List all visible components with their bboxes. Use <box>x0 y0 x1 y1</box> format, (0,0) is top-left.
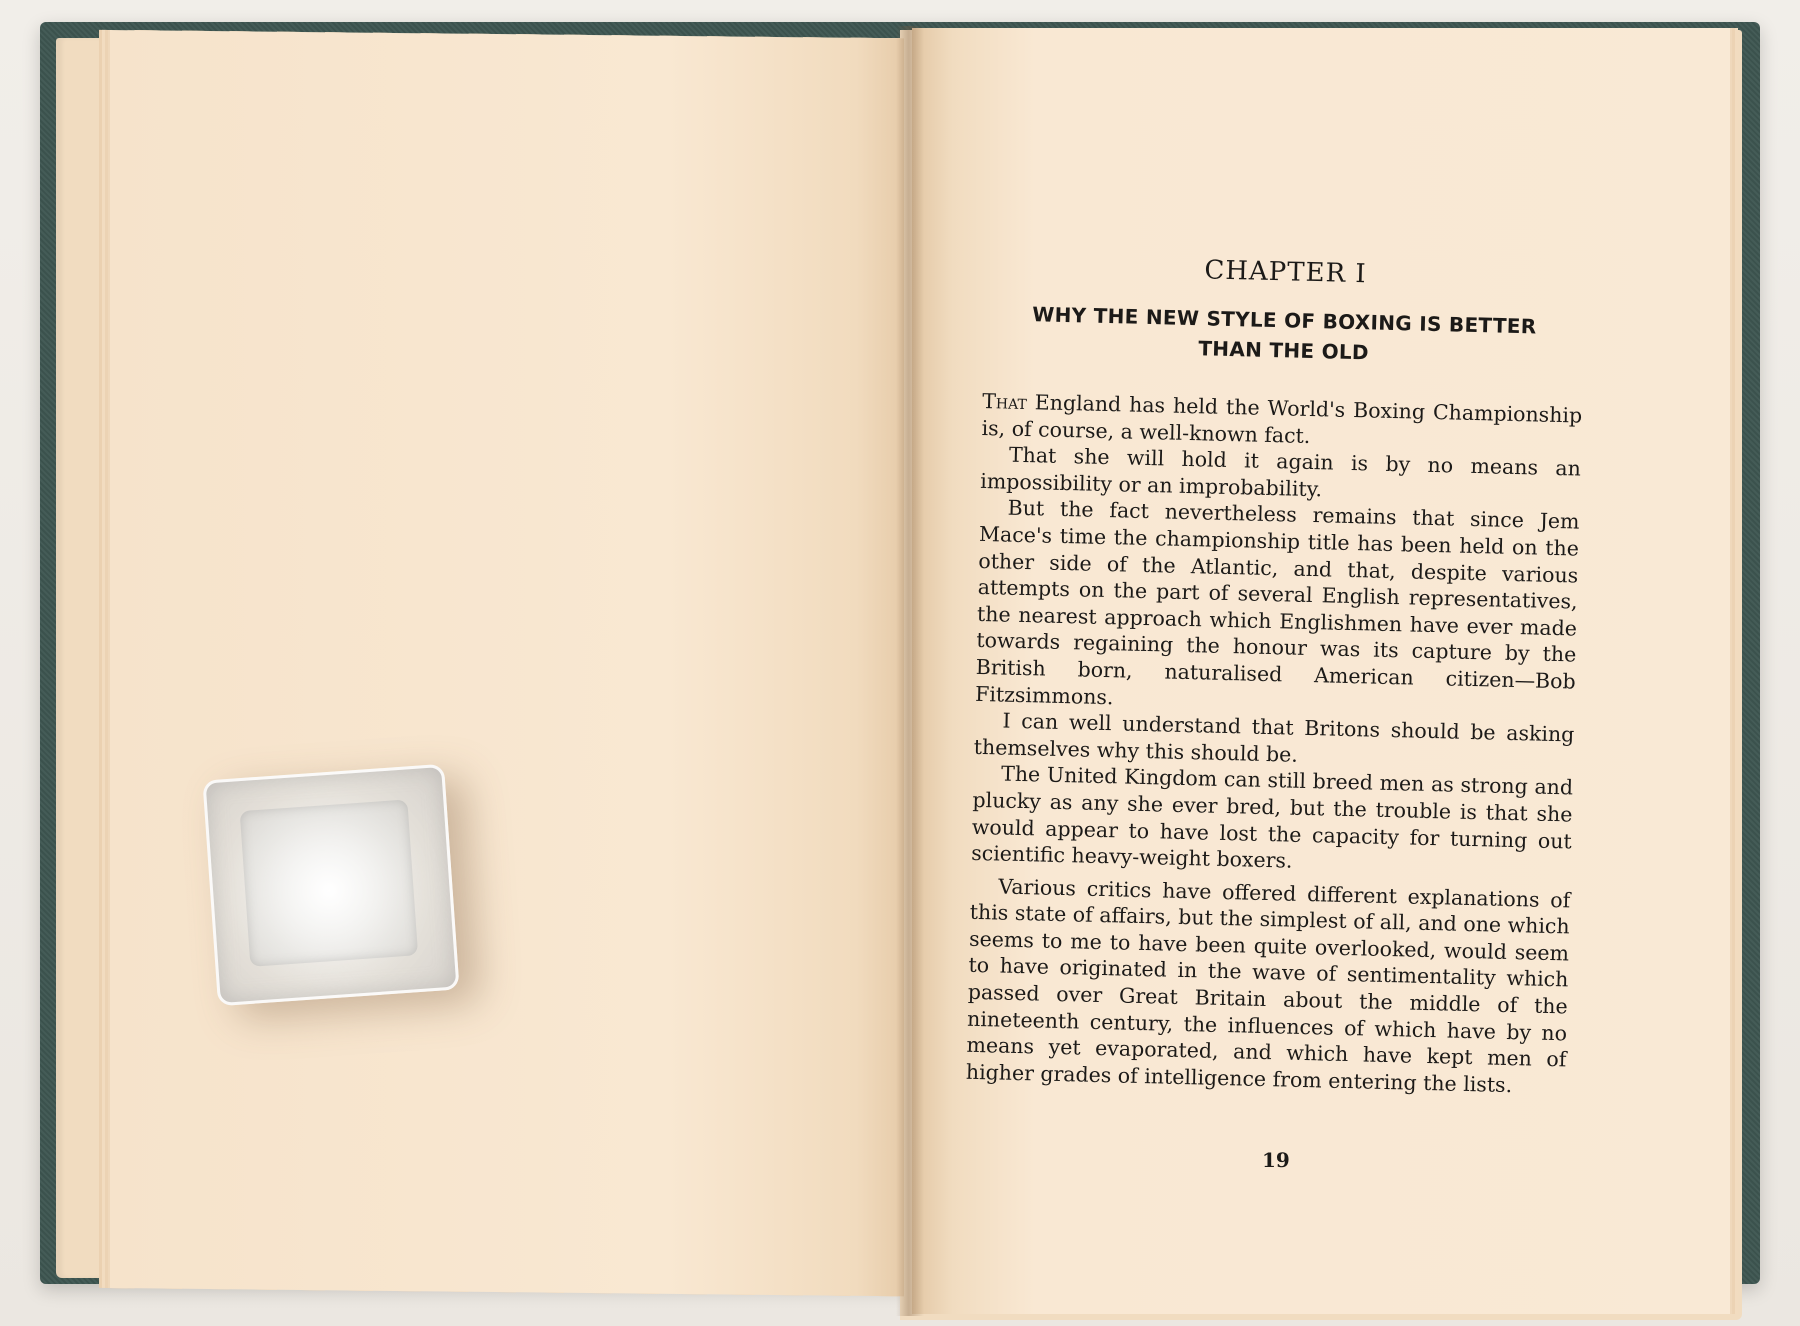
paragraph-5: The United Kingdom can still breed men as strong and plucky as any she ever bred, but the trouble is that she would appear to have lost the capacity for turning out scientific heavy-weight boxers. <box>970 761 1574 873</box>
paragraph-1-leadin: That <box>982 388 1028 415</box>
glass-weight-face <box>240 799 418 966</box>
paragraph-4: I can well understand that Britons should be asking themselves why this should be. <box>973 708 1575 767</box>
paragraph-2: That she will hold it again is by no means an impossibility or an improbability. <box>980 442 1582 502</box>
chapter-heading: CHAPTER I <box>1204 255 1368 290</box>
glass-page-weight <box>202 764 459 1006</box>
chapter-title <box>983 298 1584 373</box>
chapter-text-block <box>966 250 1586 1100</box>
paragraph-3: But the fact nevertheless remains that since Jem Mace's time the championship title has been held on the other side of the Atlantic, and that, despite various attempts on the part of several English representatives, the nearest approach which Englishmen have ever made towards regaining the honour was its capture by the British born, naturalised American citizen—Bob Fitzsimmons. <box>974 495 1580 709</box>
book-gutter <box>896 26 924 1316</box>
chapter-title-line-2: THAN THE OLD <box>1198 336 1370 365</box>
page-number: 19 <box>1262 1148 1290 1172</box>
left-page-blank <box>110 30 904 1296</box>
paragraph-6: Various critics have offered different explanations of this state of affairs, but the simplest of all, and one which seems to me to have been quite overlooked, would seem to have originated in the wave of sentimentality which passed over Great Britain about the middle of the nineteenth century, the influences of which have by no means yet evaporated, and which have kept men of higher grades of intelligence from entering the lists. <box>965 874 1571 1097</box>
paragraph-1-text: England has held the World's Boxing Championship is, of course, a well-known fact. <box>981 390 1583 448</box>
chapter-title-line-1: WHY THE NEW STYLE OF BOXING IS BETTER <box>1031 302 1537 339</box>
